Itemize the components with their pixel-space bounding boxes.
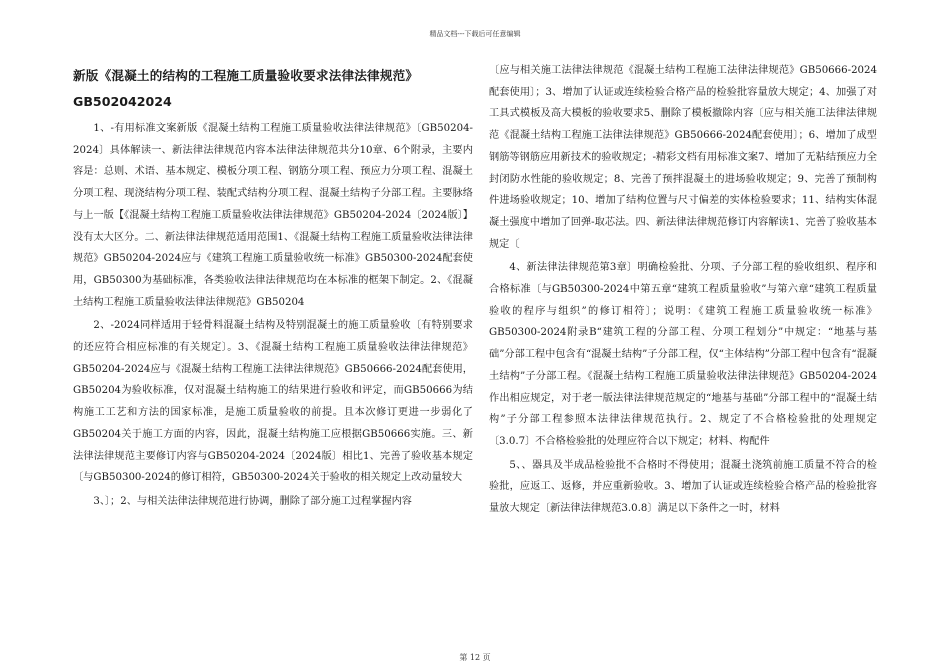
paragraph: 〔应与相关施工法律法律规范《混凝土结构工程施工法律法律规范》GB50666-2024配套使用〕；3、增加了认证或连续检验合格产品的检验批容量放大规定；4、加强了对工具式模板及高大模板的验收要求5、删除了模板撤除内容〔应与相关施工法律法律规范《混凝土结构工程施工法律法律规范》GB50666-2024配套使用〕；6、增加了成型钢筋等钢筋应用新技术的验收规定；-精彩文档有用标准文案7、增加了无粘结预应力全封闭防水性能的验收规定；8、完善了预拌混凝土的进场验收规定；9、完善了预制构件进场验收规定；10、增加了结构位置与尺寸偏差的实体检验要求；11、结构实体混凝土强度中增加了回弹-取芯法。四、新法律法律规范修订内容解读1、完善了验收基本规定〔 — [489, 65, 877, 250]
paragraph: 5、、器具及半成品检验批不合格时不得使用；混凝土浇筑前施工质量不符合的检验批，应返工、返修，并应重新验收。3、增加了认证或连续检验合格产品的检验批容量放大规定〔新法律法律规范3.0.8〕满足以下条件之一时，材料 — [489, 459, 877, 515]
right-column — [489, 60, 877, 520]
paragraph: 4、新法律法律规范第3章〕明确检验批、分项、子分部工程的验收组织、程序和合格标准〔与GB50300-2024中第五章“建筑工程质量验收”与第六章“建筑工程质量验收的程序与组织”的修订相符〕；说明：《建筑工程施工质量验收统一标准》GB50300-2024附录B“建筑工程的分部工程、分项工程划分”中规定：“地基与基础”分部工程中包含有“混凝土结构”子分部工程，仅“主体结构”分部工程中包含有“混凝土结构”子分部工程。《混凝土结构工程施工质量验收法律法律规范》GB50204-2024作出相应规定，对于老一版法律法律规范规定的“地基与基础”分部工程中的“混凝土结构”子分部工程参照本法律法律规范执行。2、规定了不合格检验批的处理规定〔3.0.7〕不合格检验批的处理应符合以下规定；材料、构配件 — [489, 262, 877, 447]
paragraph: 3、〕；2、与相关法律法律规范进行协调，删除了部分施工过程掌握内容 — [93, 495, 412, 507]
left-column — [73, 60, 473, 513]
paragraph: 1、-有用标准文案新版《混凝土结构工程施工质量验收法律法律规范》〔GB50204-2024〕具体解读一、新法律法律规范内容本法律法律规范共分10章、6个附录，主要内容是：总则、术语、基本规定、模板分项工程、钢筋分项工程、预应力分项工程、混凝土分项工程、现浇结构分项工程、装配式结构分项工程、混凝土结构子分部工程。主要脉络与上一版【《混凝土结构工程施工质量验收法律法律规范》GB50204-2024〔2024版〕】没有太大区分。二、新法律法律规范适用范围1、《混凝土结构工程施工质量验收法律法律规范》GB50204-2024应与《建筑工程施工质量验收统一标准》GB50300-2024配套使用，GB50300为基础标准，各类验收法律法律规范均在本标准的框架下制定。2、《混凝土结构工程施工质量验收法律法律规范》GB50204 — [73, 123, 473, 308]
page-header: 精品文档---下载后可任意编辑 — [429, 30, 521, 38]
paragraph: 2、-2024同样适用于轻骨料混凝土结构及特别混凝土的施工质量验收〔有特别要求的还应符合相应标准的有关规定〕。3、《混凝土结构工程施工质量验收法律法律规范》GB50204-2024应与《混凝土结构工程施工法律法律规范》GB50666-2024配套使用，GB50204为验收标准，仅对混凝土结构施工的结果进行验收和评定，而GB50666为结构施工工艺和方法的国家标准，是施工质量验收的前提。且本次修订更进一步弱化了GB50204关于施工方面的内容，因此，混凝土结构施工应根据GB50666实施。三、新法律法律规范主要修订内容与GB50204-2024〔2024版〕相比1、完善了验收基本规定〔与GB50300-2024的修订相符，GB50300-2024关于验收的相关规定上改动量较大 — [73, 320, 473, 484]
page-number: 第 12 页 — [459, 653, 491, 662]
document-title: 新版《混凝土的结构的工程施工质量验收要求法律法律规范》GB502042024 — [73, 68, 418, 109]
